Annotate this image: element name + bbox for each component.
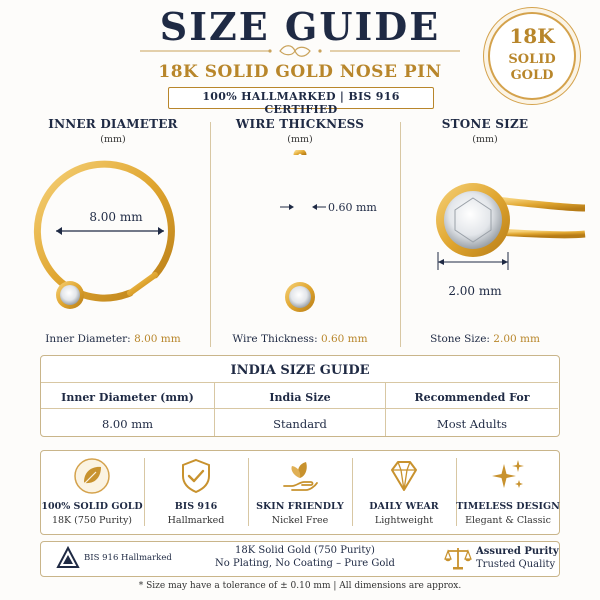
feature-subtitle: Lightweight — [374, 515, 434, 526]
scale-icon — [444, 545, 472, 571]
inner-diameter-heading: INNER DIAMETER — [48, 117, 178, 131]
table-header-cell: India Size — [269, 391, 331, 404]
wire-pin-illustration — [270, 150, 330, 325]
table-header-cell: Inner Diameter (mm) — [61, 391, 194, 404]
ornament-divider — [120, 42, 480, 60]
wire-thickness-caption-label: Wire Thickness: — [232, 333, 321, 345]
feature-title: BIS 916 — [174, 501, 218, 512]
inner-diameter-caption — [18, 333, 208, 345]
wire-thickness-unit: (mm) — [287, 134, 313, 145]
certification-text: 100% HALLMARKED | BIS 916 CERTIFIED — [202, 90, 400, 116]
seal-solid: SOLID — [508, 52, 556, 67]
feature-subtitle: Hallmarked — [167, 515, 225, 526]
column-divider — [400, 122, 401, 347]
sparkle-icon — [488, 456, 528, 496]
feature-title: TIMELESS DESIGN — [456, 501, 560, 512]
stone-size-unit: (mm) — [472, 134, 498, 145]
tolerance-note: * Size may have a tolerance of ± 0.10 mm | All dimensions are approx. — [138, 581, 462, 591]
inner-diameter-caption-label: Inner Diameter: — [45, 333, 135, 345]
seal-gold: GOLD — [510, 68, 554, 83]
feature-title: SKIN FRIENDLY — [256, 501, 344, 512]
footer-assured-purity: Assured Purity — [476, 546, 559, 557]
table-header-cell: Recommended For — [414, 391, 530, 404]
footer-purity-text: 18K Solid Gold (750 Purity) — [235, 545, 375, 556]
stone-size-dimension: 2.00 mm — [448, 284, 502, 298]
table-divider — [41, 382, 558, 383]
gold-seal-badge — [488, 12, 576, 100]
feature-title: 100% SOLID GOLD — [41, 501, 143, 512]
inner-diameter-dimension: 8.00 mm — [76, 210, 156, 224]
stone-size-caption-label: Stone Size: — [430, 333, 494, 345]
shield-check-icon — [176, 456, 216, 496]
table-cell: Standard — [273, 417, 327, 431]
table-divider — [41, 408, 558, 409]
product-subtitle: 18K SOLID GOLD NOSE PIN — [158, 62, 442, 82]
column-divider — [210, 122, 211, 347]
stone-size-caption — [390, 333, 580, 345]
stone-size-heading: STONE SIZE — [441, 117, 529, 131]
hand-leaf-icon — [280, 456, 320, 496]
diamond-icon — [384, 456, 424, 496]
footer-trusted-quality: Trusted Quality — [476, 559, 556, 570]
table-cell: 8.00 mm — [101, 417, 154, 431]
ring-illustration — [30, 145, 200, 330]
wire-thickness-dimension: 0.60 mm — [328, 201, 377, 214]
inner-diameter-unit: (mm) — [100, 134, 126, 145]
feature-title: DAILY WEAR — [369, 501, 439, 512]
feature-subtitle: Elegant & Classic — [465, 515, 551, 526]
page-title: SIZE GUIDE — [159, 4, 441, 49]
stone-size-caption-value: 2.00 mm — [493, 333, 540, 345]
wire-thickness-caption-value: 0.60 mm — [320, 333, 368, 345]
bis-logo-icon — [56, 546, 80, 570]
seal-karat: 18K — [509, 24, 555, 48]
footer-hallmark-text: BIS 916 Hallmarked — [84, 553, 172, 563]
wire-thickness-heading: WIRE THICKNESS — [235, 117, 365, 131]
leaf-icon — [72, 456, 112, 496]
size-table-title: INDIA SIZE GUIDE — [230, 363, 370, 378]
footer-no-plating-text: No Plating, No Coating – Pure Gold — [215, 558, 395, 569]
feature-subtitle: Nickel Free — [271, 515, 329, 526]
wire-thickness-caption — [205, 333, 395, 345]
stone-illustration — [425, 170, 590, 280]
inner-diameter-caption-value: 8.00 mm — [134, 333, 181, 345]
feature-subtitle: 18K (750 Purity) — [51, 515, 133, 526]
wire-dimension-arrows — [278, 200, 328, 214]
table-cell: Most Adults — [436, 417, 508, 431]
